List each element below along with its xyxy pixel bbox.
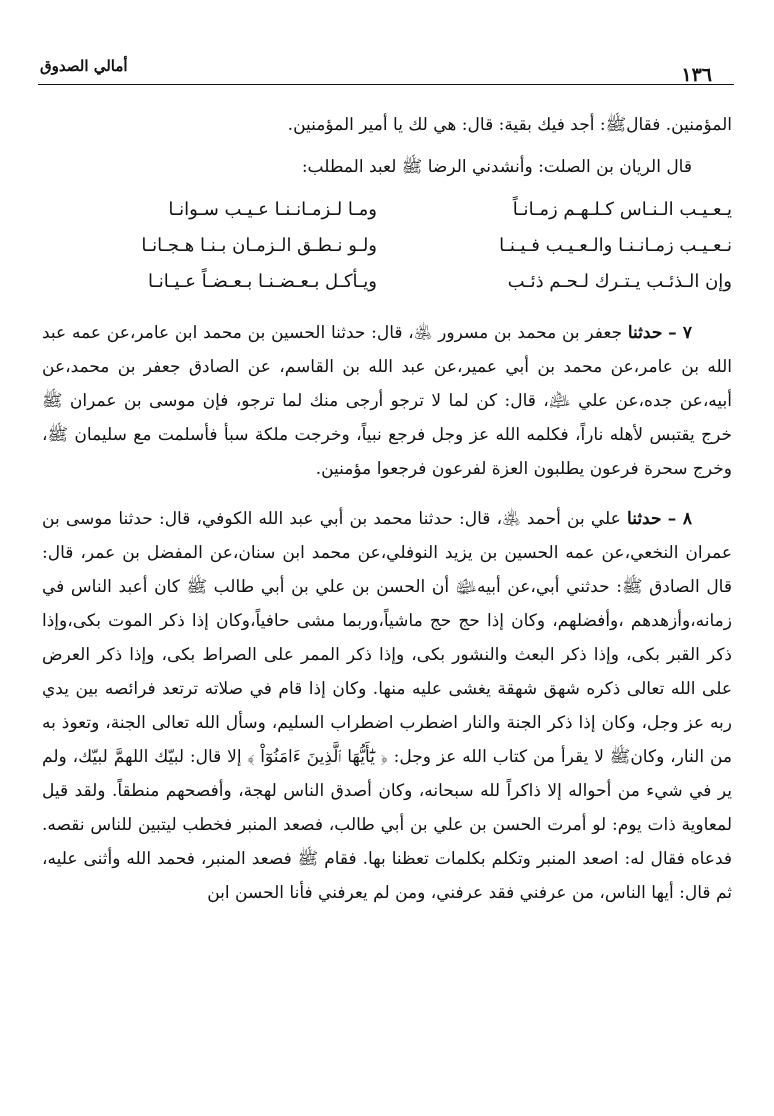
hadith-number: ٨ – xyxy=(667,509,693,529)
page-number: ١٣٦ xyxy=(681,64,712,86)
hadith-label: حدثنا xyxy=(627,323,663,343)
verse-first-hemistich: وإن الـذئـب يـتـرك لـحـم ذئـب xyxy=(507,271,732,292)
verse-second-hemistich: ومـا لـزمـانـنـا عـيـب سـوانـا xyxy=(168,199,377,220)
poem-attribution: قال الريان بن الصلت: وأنشدني الرضا ﷺ لعبد المطلب: xyxy=(301,157,692,177)
poem xyxy=(42,192,732,300)
hadith-label: حدثنا xyxy=(627,509,662,529)
poem-verse xyxy=(42,264,732,300)
body-text xyxy=(42,108,732,910)
hadith-paragraph xyxy=(42,502,732,910)
verse-first-hemistich: يـعـيـب الـنـاس كـلـهـم زمـانـاً xyxy=(512,199,732,220)
hadith-text: جعفر بن محمد بن مسرور ﵁، قال: حدثنا الحسين بن محمد ابن عامر،عن عمه عبد الله بن عامر،عن محمد بن أبي عمير،عن عبد الله بن القاسم، عن الصادق جعفر بن محمد،عن أبيه،عن جده،عن علي ﵇، قال: كن لما لا ترجو أرجى منك لما ترجو، فإن موسى بن عمران ﷺ خرج يقتبس لأهله ناراً، فكلمه الله عز وجل فرجع نبياً، وخرجت ملكة سبأ فأسلمت مع سليمان ﷺ، وخرج سحرة فرعون يطلبون العزة لفرعون فرجعوا مؤمنين. xyxy=(42,323,732,479)
intro-line: المؤمنين. فقالﷺ: أجد فيك بقية: قال: هي لك يا أمير المؤمنين. xyxy=(287,115,732,135)
hadith-number: ٧ – xyxy=(668,323,693,343)
verse-second-hemistich: ولـو نـطـق الـزمـان بـنـا هـجـانـا xyxy=(141,235,377,256)
hadith-text: علي بن أحمد ﵁، قال: حدثنا محمد بن أبي عبد الله الكوفي، قال: حدثنا موسى بن عمران النخعي،عن عمه الحسين بن يزيد النوفلي،عن محمد ابن سنان،عن المفضل بن عمر، قال: قال الصادق ﷺ: حدثني أبي،عن أبيه﵉ أن الحسن بن علي بن أبي طالب ﷺ كان أعبد الناس في زمانه،وأزهدهم ،وأفضلهم، وكان إذا حج حج ماشياً،وربما مشى حافياً،وكان إذا ذكر الموت بكى،وإذا ذكر القبر بكى، وإذا ذكر البعث والنشور بكى، وإذا ذكر الممر على الصراط بكى، وإذا ذكر العرض على الله تعالى ذكره شهق شهقة يغشى عليه منها. وكان إذا قام في صلاته ترتعد فرائصه بين يدي ربه عز وجل، وكان إذا ذكر الجنة والنار اضطرب اضطراب السليم، وسأل الله تعالى الجنة، وتعوذ به من النار، وكانﷺ لا يقرأ من كتاب الله عز وجل: ﴿ يَٰٓأَيُّهَا ٱلَّذِينَ ءَامَنُوٓاْ ﴾ إلا قال: لبيّك اللهمَّ لبيّك، ولم ير في شيء من أحواله إلا ذاكراً لله سبحانه، وكان أصدق الناس لهجة، وأفصحهم منطقاً. ولقد قيل لمعاوية ذات يوم: لو أمرت الحسن بن علي بن أبي طالب، فصعد المنبر فخطب ليتبين للناس نقصه. فدعاه فقال له: اصعد المنبر وتكلم بكلمات تعظنا بها. فقام ﷺ فصعد المنبر، فحمد الله وأثنى عليه، ثم قال: أيها الناس، من عرفني فقد عرفني، ومن لم يعرفني فأنا الحسن ابن xyxy=(42,509,732,903)
hadith-paragraph xyxy=(42,316,732,486)
verse-first-hemistich: نـعـيـب زمـانـنـا والـعـيـب فـيـنـا xyxy=(499,235,732,256)
poem-verse xyxy=(42,228,732,264)
running-header-title: أمالي الصدوق xyxy=(40,57,128,75)
verse-second-hemistich: ويـأكـل بـعـضـنـا بـعـضـاً عـيـانـا xyxy=(148,271,377,292)
poem-verse xyxy=(42,192,732,228)
header-divider xyxy=(38,84,734,85)
